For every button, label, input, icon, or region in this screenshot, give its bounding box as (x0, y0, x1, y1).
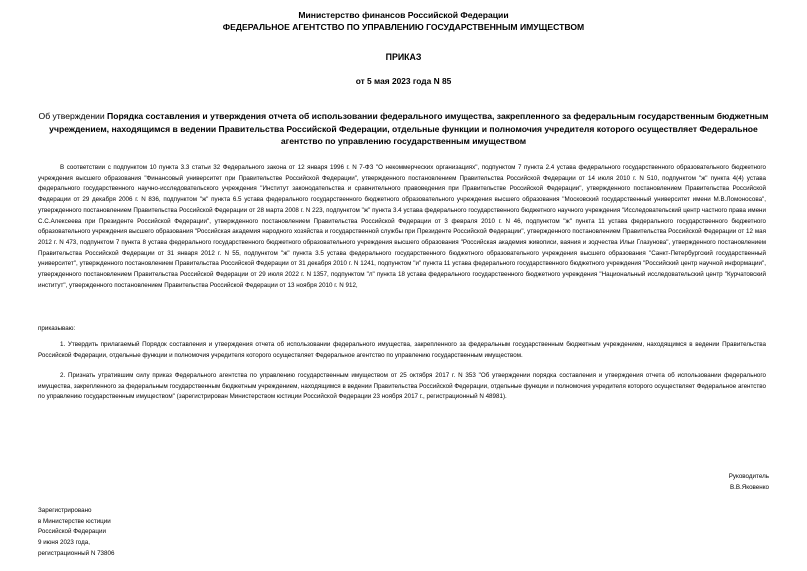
registration-line: в Министерстве юстиции (38, 517, 111, 525)
registration-line: 9 июня 2023 года, (38, 539, 90, 547)
document-title (30, 110, 777, 148)
order-heading: ПРИКАЗ (385, 52, 422, 62)
order-item-1: 1. Утвердить прилагаемый Порядок составления и утверждения отчета об использовании федерального имущества, закрепленного за федеральным государственным бюджетным учреждением, находящимся в ведении Правительства Российской Федерации, отдельные функции и полномочия учредителя которого осуществляет Федеральное агентство по управлению государственным имуществом. (38, 341, 766, 359)
signature-block (729, 472, 769, 493)
registration-block (38, 506, 114, 560)
ordered-clause: приказываю: (38, 325, 76, 332)
preamble-paragraph: В соответствии с подпунктом 10 пункта 3.3 статьи 32 Федерального закона от 12 января 1996 г. N 7-ФЗ "О некоммерческих организациях", подпунктом 7 пункта 2.4 устава федерального государственного образовательного бюджетного учреждения высшего образования "Финансовый университет при Правительстве Российской Федерации", утвержденного постановлением Правительства Российской Федерации от 14 июля 2010 г. N 510, подпунктом "ж" пункта 4(4) устава федерального государственного научно-исследовательского учреждения "Институт законодательства и сравнительного правоведения при Правительстве Российской Федерации", утвержденного постановлением Правительства Российской Федерации от 29 декабря 2006 г. N 836, подпунктом "ж" пункта 6.5 устава федерального государственного бюджетного образовательного учреждения высшего образования "Московский государственный университет имени М.В.Ломоносова", утвержденного постановлением Правительства Российской Федерации от 28 марта 2008 г. N 223, подпунктом "ж" пункта 3.4 устава федерального государственного бюджетного научного учреждения "Исследовательский центр частного права имени С.С.Алексеева при Президенте Российской Федерации", утвержденного постановлением Правительства Российской Федерации от 3 февраля 2010 г. N 46, подпунктом "ж" пункта 11 устава федерального государственного бюджетного образовательного учреждения высшего образования "Российская академия народного хозяйства и государственной службы при Президенте Российской Федерации", утвержденного постановлением Правительства Российской Федерации от 12 мая 2012 г. N 473, подпунктом 7 пункта 8 устава федерального государственного бюджетного образовательного учреждения высшего образования "Российская академия живописи, ваяния и зодчества Ильи Глазунова", утвержденного постановлением Правительства Российской Федерации от 31 января 2012 г. N 55, подпунктом "ж" пункта 3.5 устава федерального государственного бюджетного образовательного учреждения высшего образования "Санкт-Петербургский государственный университет", утвержденного постановлением Правительства Российской Федерации от 31 декабря 2010 г. N 1241, подпунктом "и" пункта 11 устава федерального государственного бюджетного учреждения "Российский центр научной информации", утвержденного постановлением Правительства Российской Федерации от 29 июля 2022 г. N 1357, подпунктом "л" пункта 18 устава федерального государственного бюджетного учреждения "Национальный исследовательский центр "Курчатовский институт", утвержденного постановлением Правительства Российской Федерации от 13 ноября 2010 г. N 912, (38, 164, 766, 289)
order-item-2: 2. Признать утратившим силу приказ Федерального агентства по управлению государственным имуществом от 25 октября 2017 г. N 353 "Об утверждении порядка составления и утверждения отчета об использовании федерального имущества, закрепленного за федеральным государственным бюджетным учреждением, находящимся в ведении Правительства Российской Федерации, отдельные функции и полномочия учредителя которого осуществляет Федеральное агентство по управлению государственным имуществом" (зарегистрирован Министерством юстиции Российской Федерации 23 ноября 2017 г., регистрационный N 48981). (38, 372, 766, 401)
order-date-number: от 5 мая 2023 года N 85 (355, 76, 452, 86)
registration-line: Российской Федерации (38, 528, 106, 536)
title-text: Порядка составления и утверждения отчета об использовании федерального имущества, закрепленного за федеральным государственным бюджетным учреждением, находящимся в ведении Правительства Российской Федерации, отдельные функции и полномочия учредителя которого осуществляет Федеральное агентство по управлению государственным имуществом (49, 111, 769, 147)
title-prefix: Об утверждении (38, 111, 105, 121)
agency-heading: ФЕДЕРАЛЬНОЕ АГЕНТСТВО ПО УПРАВЛЕНИЮ ГОСУДАРСТВЕННЫМ ИМУЩЕСТВОМ (222, 22, 585, 32)
registration-line: Зарегистрировано (38, 507, 92, 514)
signer-position: Руководитель (728, 473, 769, 480)
ministry-heading: Министерство финансов Российской Федерации (298, 10, 509, 20)
registration-line: регистрационный N 73806 (38, 549, 115, 557)
signer-name: В.В.Яковенко (729, 483, 769, 491)
